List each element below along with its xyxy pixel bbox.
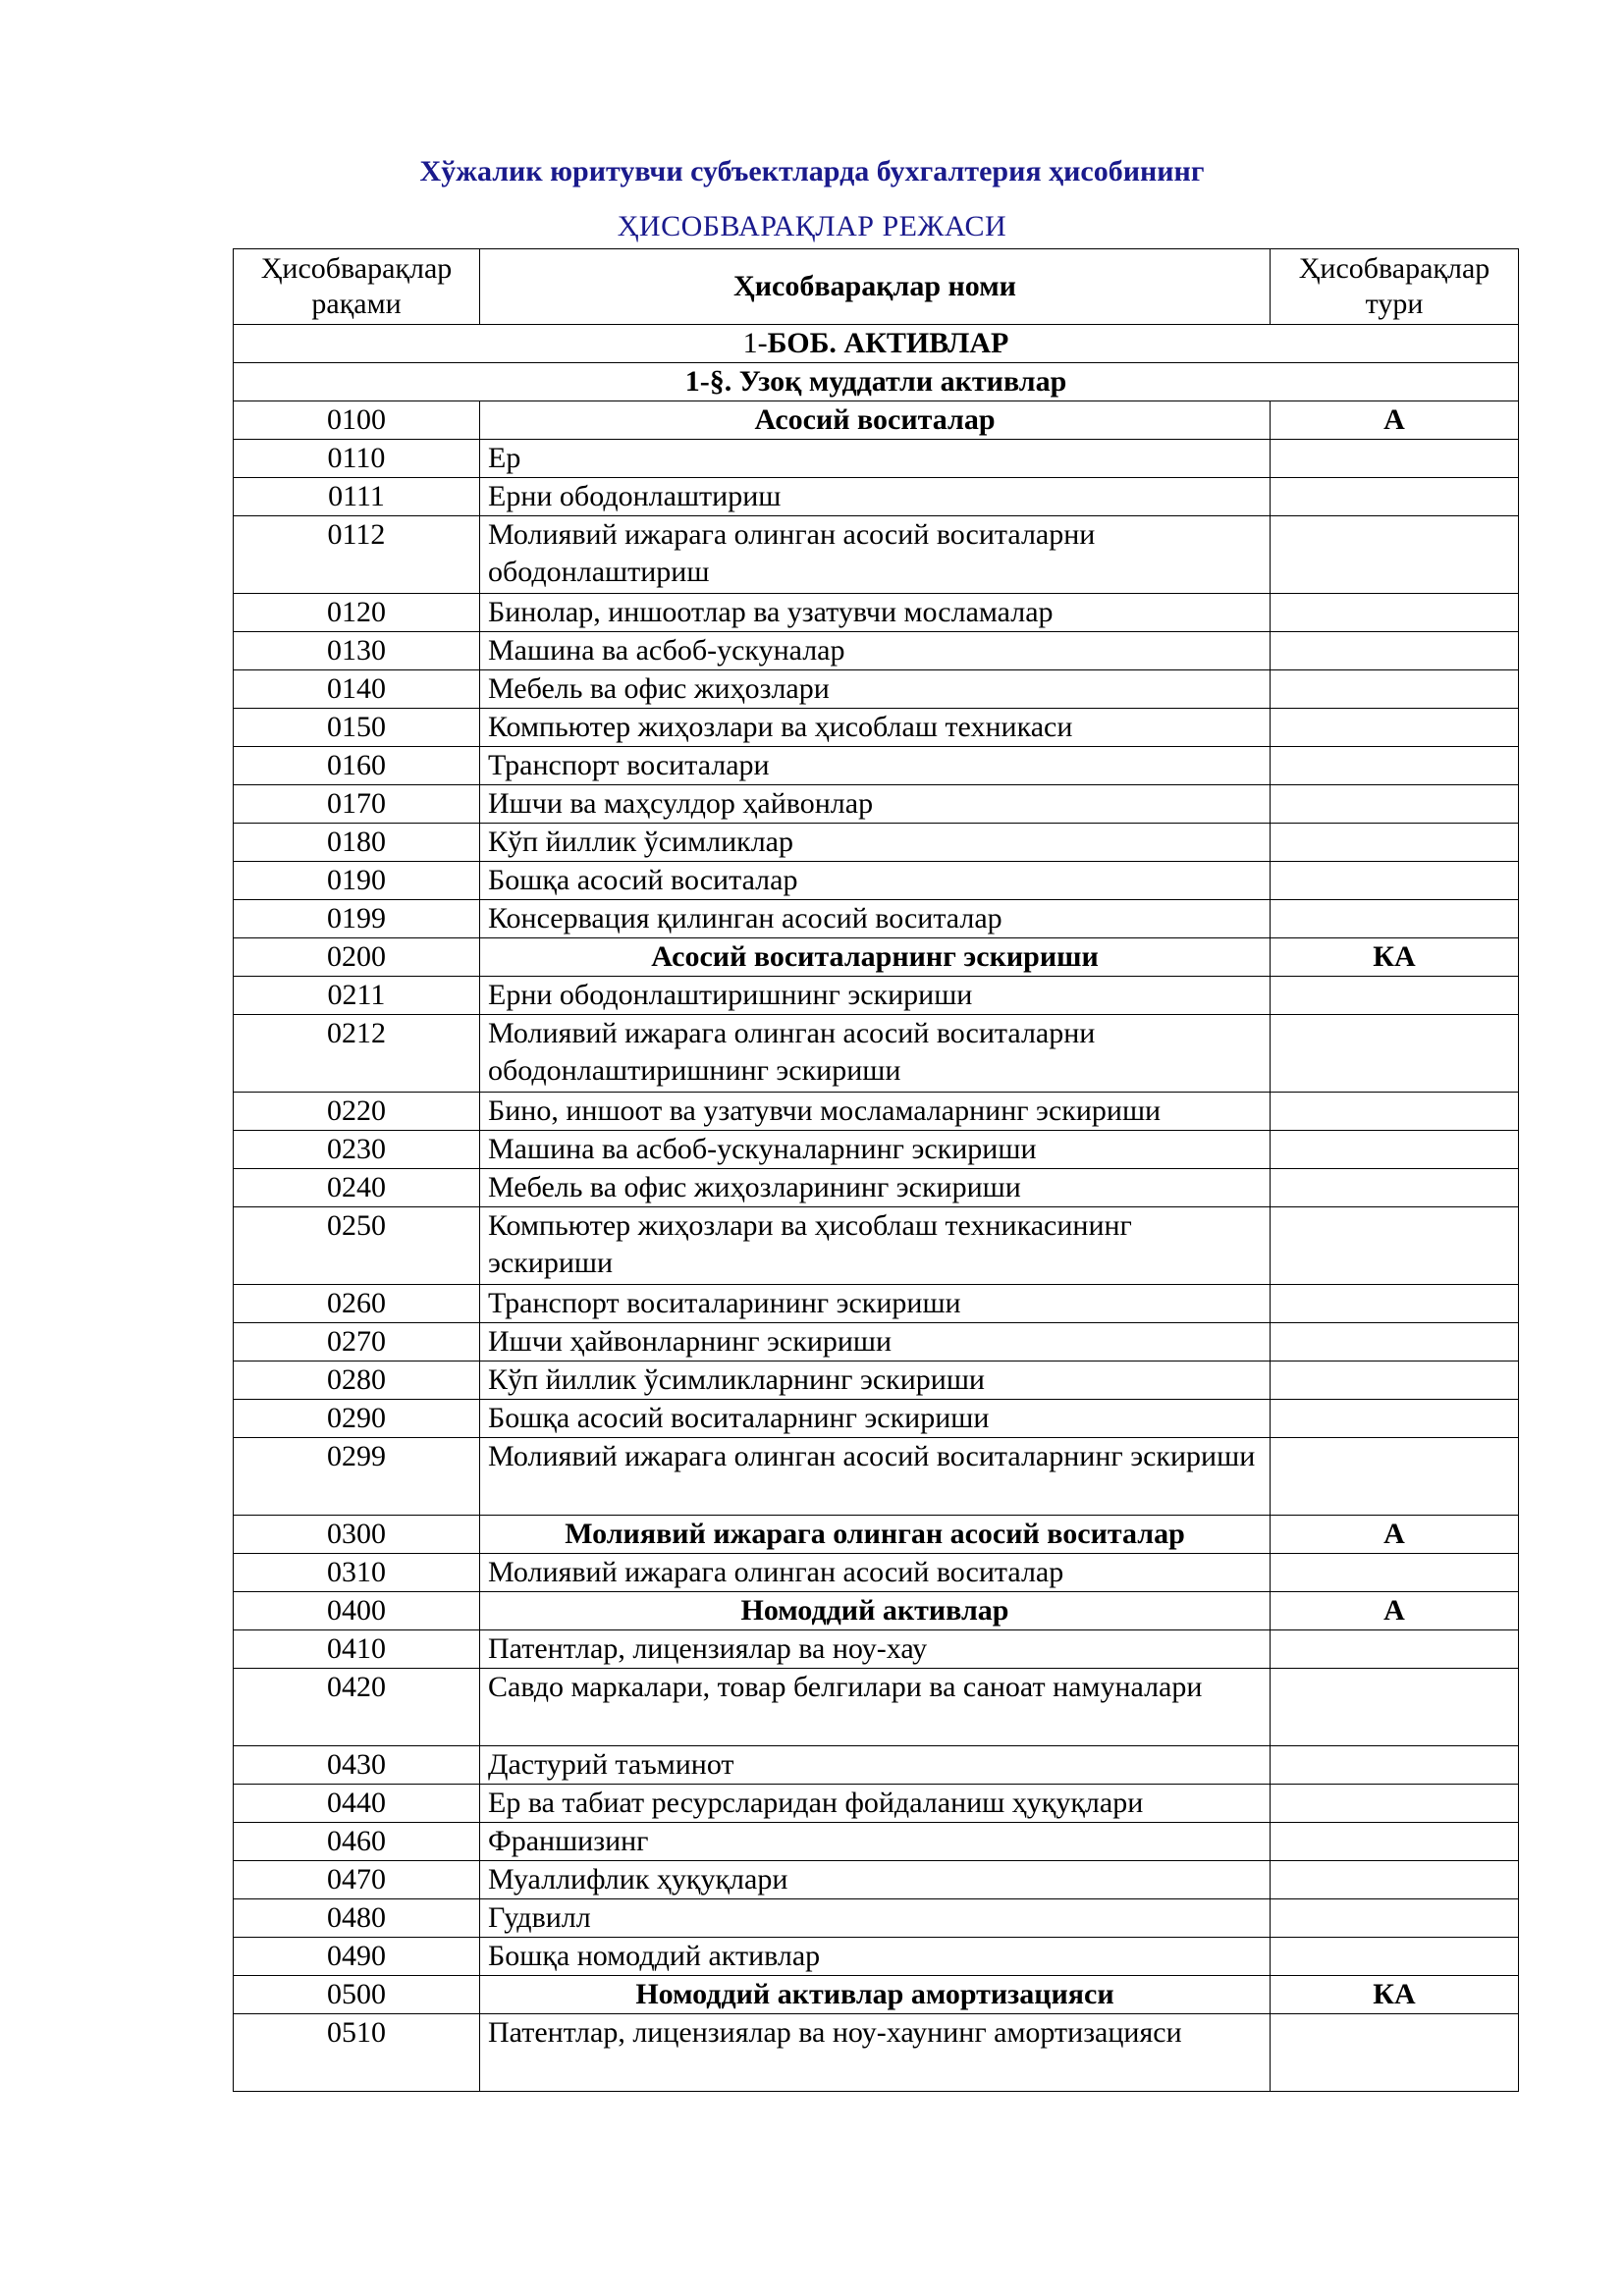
chapter-title: БОБ. АКТИВЛАР: [767, 327, 1009, 359]
account-name: Ер ва табиат ресурсларидан фойдаланиш ҳуқуқлари: [480, 1785, 1271, 1823]
account-code: 0490: [234, 1938, 480, 1976]
account-code: 0190: [234, 862, 480, 900]
section-heading: [234, 363, 1519, 401]
document-subtitle: ҲИСОБВАРАҚЛАР РЕЖАСИ: [617, 210, 1007, 242]
account-name: Ишчи ва маҳсулдор ҳайвонлар: [480, 785, 1271, 824]
account-type: [1271, 1861, 1519, 1899]
account-code: 0280: [234, 1362, 480, 1400]
table-row: [234, 1785, 1519, 1823]
table-row: [234, 862, 1519, 900]
table-row: [234, 670, 1519, 709]
account-code: 0460: [234, 1823, 480, 1861]
account-type: [1271, 632, 1519, 670]
table-row: [234, 1861, 1519, 1899]
account-name: Транспорт воситалари: [480, 747, 1271, 785]
account-group-row: [234, 1592, 1519, 1630]
account-code: 0299: [234, 1438, 480, 1516]
account-code: 0180: [234, 824, 480, 862]
account-type: [1271, 709, 1519, 747]
account-code: 0270: [234, 1323, 480, 1362]
account-name: Ерни ободонлаштиришнинг эскириши: [480, 977, 1271, 1015]
account-type: [1271, 516, 1519, 594]
account-name: Консервация қилинган асосий воситалар: [480, 900, 1271, 938]
account-type: А: [1271, 401, 1519, 440]
account-type: [1271, 977, 1519, 1015]
account-type: [1271, 1899, 1519, 1938]
account-name: Молиявий ижарага олинган асосий воситаларни ободонлаштириш: [480, 516, 1271, 594]
account-name: Бошқа асосий воситаларнинг эскириши: [480, 1400, 1271, 1438]
account-name: Дастурий таъминот: [480, 1746, 1271, 1785]
table-row: [234, 1438, 1519, 1516]
chart-of-accounts-table: [233, 248, 1519, 2092]
table-row: [234, 824, 1519, 862]
table-row: [234, 1669, 1519, 1746]
table-row: [234, 1093, 1519, 1131]
account-code: 0110: [234, 440, 480, 478]
account-code: 0430: [234, 1746, 480, 1785]
table-row: [234, 1169, 1519, 1207]
account-name: Мебель ва офис жиҳозлари: [480, 670, 1271, 709]
chapter-row: [234, 325, 1519, 363]
header-account-number: [234, 249, 480, 325]
account-name: Кўп йиллик ўсимликлар: [480, 824, 1271, 862]
account-type: [1271, 670, 1519, 709]
account-type: [1271, 747, 1519, 785]
table-row: [234, 440, 1519, 478]
account-name: Транспорт воситаларининг эскириши: [480, 1285, 1271, 1323]
account-name: Машина ва асбоб-ускуналар: [480, 632, 1271, 670]
table-row: [234, 1746, 1519, 1785]
account-type: [1271, 1630, 1519, 1669]
account-type: [1271, 1669, 1519, 1746]
account-type: [1271, 1823, 1519, 1861]
account-code: 0199: [234, 900, 480, 938]
table-row: [234, 1131, 1519, 1169]
table-row: [234, 2014, 1519, 2092]
table-row: [234, 1630, 1519, 1669]
account-type: [1271, 1785, 1519, 1823]
header-account-number-line2: рақами: [311, 288, 402, 320]
table-header-row: [234, 249, 1519, 325]
account-name: Ишчи ҳайвонларнинг эскириши: [480, 1323, 1271, 1362]
account-name: Молиявий ижарага олинган асосий воситалар: [480, 1554, 1271, 1592]
account-name: Ерни ободонлаштириш: [480, 478, 1271, 516]
account-type: [1271, 1323, 1519, 1362]
account-code: 0111: [234, 478, 480, 516]
account-name: Номоддий активлар амортизацияси: [480, 1976, 1271, 2014]
account-type: [1271, 1438, 1519, 1516]
account-code: 0500: [234, 1976, 480, 2014]
account-code: 0510: [234, 2014, 480, 2092]
account-code: 0150: [234, 709, 480, 747]
account-type: А: [1271, 1592, 1519, 1630]
header-account-number-line1: Ҳисобварақлар: [260, 252, 453, 285]
account-type: [1271, 1169, 1519, 1207]
table-row: [234, 594, 1519, 632]
account-code: 0240: [234, 1169, 480, 1207]
account-code: 0440: [234, 1785, 480, 1823]
account-type: [1271, 1362, 1519, 1400]
account-type: [1271, 1938, 1519, 1976]
account-code: 0230: [234, 1131, 480, 1169]
account-code: 0250: [234, 1207, 480, 1285]
account-code: 0120: [234, 594, 480, 632]
account-type: А: [1271, 1516, 1519, 1554]
account-name: Номоддий активлар: [480, 1592, 1271, 1630]
account-group-row: [234, 1976, 1519, 2014]
account-type: [1271, 2014, 1519, 2092]
account-type: [1271, 1285, 1519, 1323]
account-type: [1271, 824, 1519, 862]
account-code: 0420: [234, 1669, 480, 1746]
account-name: Савдо маркалари, товар белгилари ва саноат намуналари: [480, 1669, 1271, 1746]
account-code: 0140: [234, 670, 480, 709]
account-type: [1271, 1554, 1519, 1592]
account-code: 0100: [234, 401, 480, 440]
account-name: Муаллифлик ҳуқуқлари: [480, 1861, 1271, 1899]
table-row: [234, 977, 1519, 1015]
chapter-heading: [234, 325, 1519, 363]
account-group-row: [234, 1516, 1519, 1554]
account-name: Гудвилл: [480, 1899, 1271, 1938]
account-name: Бинолар, иншоотлар ва узатувчи мосламалар: [480, 594, 1271, 632]
header-account-type-line2: тури: [1365, 288, 1424, 320]
account-code: 0410: [234, 1630, 480, 1669]
header-account-name: Ҳисобварақлар номи: [480, 249, 1271, 325]
table-row: [234, 1899, 1519, 1938]
document-title: Хўжалик юритувчи субъектларда бухгалтерия ҳисобининг: [419, 155, 1205, 187]
account-name: Мебель ва офис жиҳозларининг эскириши: [480, 1169, 1271, 1207]
section-title: 1-§. Узоқ муддатли активлар: [684, 365, 1067, 398]
table-row: [234, 1015, 1519, 1093]
table-row: [234, 1823, 1519, 1861]
account-name: Кўп йиллик ўсимликларнинг эскириши: [480, 1362, 1271, 1400]
account-code: 0211: [234, 977, 480, 1015]
account-code: 0170: [234, 785, 480, 824]
account-type: [1271, 1400, 1519, 1438]
account-name: Молиявий ижарага олинган асосий воситаларни ободонлаштиришнинг эскириши: [480, 1015, 1271, 1093]
account-name: Франшизинг: [480, 1823, 1271, 1861]
account-name: Асосий воситаларнинг эскириши: [480, 938, 1271, 977]
table-row: [234, 785, 1519, 824]
account-code: 0130: [234, 632, 480, 670]
table-row: [234, 900, 1519, 938]
account-type: [1271, 1015, 1519, 1093]
account-code: 0112: [234, 516, 480, 594]
table-row: [234, 1938, 1519, 1976]
header-account-type-line1: Ҳисобварақлар: [1298, 252, 1490, 285]
account-name: Патентлар, лицензиялар ва ноу-хаунинг амортизацияси: [480, 2014, 1271, 2092]
table-row: [234, 1207, 1519, 1285]
table-row: [234, 709, 1519, 747]
account-code: 0480: [234, 1899, 480, 1938]
account-type: КА: [1271, 938, 1519, 977]
account-type: [1271, 1131, 1519, 1169]
account-name: Ер: [480, 440, 1271, 478]
table-row: [234, 1554, 1519, 1592]
account-code: 0470: [234, 1861, 480, 1899]
account-code: 0220: [234, 1093, 480, 1131]
account-name: Асосий воситалар: [480, 401, 1271, 440]
account-group-row: [234, 938, 1519, 977]
account-type: [1271, 1093, 1519, 1131]
account-group-row: [234, 401, 1519, 440]
account-type: [1271, 900, 1519, 938]
account-name: Молиявий ижарага олинган асосий воситаларнинг эскириши: [480, 1438, 1271, 1516]
account-name: Компьютер жиҳозлари ва ҳисоблаш техникаси: [480, 709, 1271, 747]
account-name: Бошқа номоддий активлар: [480, 1938, 1271, 1976]
account-type: [1271, 478, 1519, 516]
table-row: [234, 632, 1519, 670]
account-type: [1271, 594, 1519, 632]
section-row: [234, 363, 1519, 401]
account-name: Молиявий ижарага олинган асосий воситалар: [480, 1516, 1271, 1554]
table-row: [234, 1400, 1519, 1438]
table-row: [234, 478, 1519, 516]
table-row: [234, 1362, 1519, 1400]
table-row: [234, 516, 1519, 594]
account-name: Патентлар, лицензиялар ва ноу-хау: [480, 1630, 1271, 1669]
account-code: 0300: [234, 1516, 480, 1554]
account-code: 0400: [234, 1592, 480, 1630]
account-type: КА: [1271, 1976, 1519, 2014]
account-code: 0310: [234, 1554, 480, 1592]
account-code: 0290: [234, 1400, 480, 1438]
table-row: [234, 747, 1519, 785]
account-type: [1271, 440, 1519, 478]
chapter-prefix: 1-: [742, 327, 768, 359]
account-name: Машина ва асбоб-ускуналарнинг эскириши: [480, 1131, 1271, 1169]
account-code: 0160: [234, 747, 480, 785]
table-row: [234, 1285, 1519, 1323]
account-name: Компьютер жиҳозлари ва ҳисоблаш техникасининг эскириши: [480, 1207, 1271, 1285]
table-row: [234, 1323, 1519, 1362]
account-name: Бошқа асосий воситалар: [480, 862, 1271, 900]
account-code: 0200: [234, 938, 480, 977]
account-type: [1271, 785, 1519, 824]
header-account-type: [1271, 249, 1519, 325]
account-type: [1271, 1207, 1519, 1285]
account-name: Бино, иншоот ва узатувчи мосламаларнинг эскириши: [480, 1093, 1271, 1131]
account-code: 0260: [234, 1285, 480, 1323]
account-code: 0212: [234, 1015, 480, 1093]
table-body: [234, 249, 1519, 2092]
account-type: [1271, 862, 1519, 900]
account-type: [1271, 1746, 1519, 1785]
